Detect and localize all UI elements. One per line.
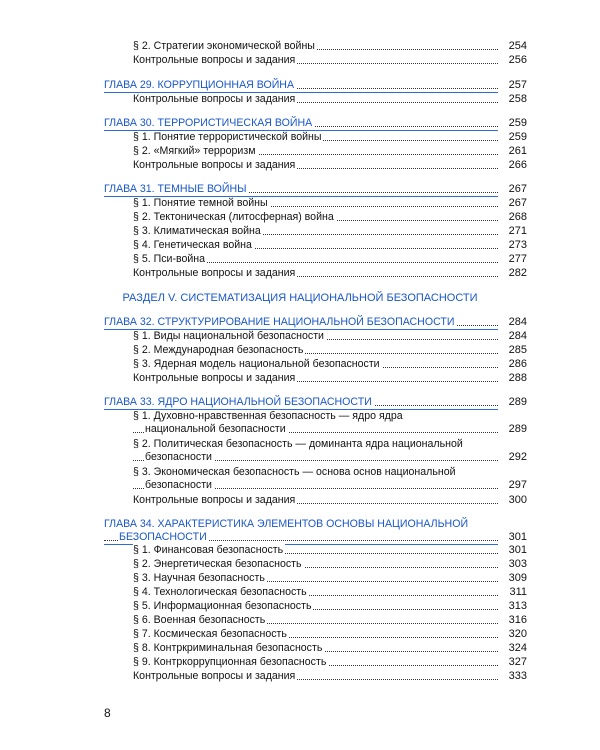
toc-page-number: 316 [508, 614, 527, 626]
toc-entry-title: Контрольные вопросы и задания [133, 54, 296, 66]
toc-page-number: 297 [508, 479, 527, 491]
toc-entry-title: § 1. Финансовая безопасность [133, 544, 284, 556]
toc-page-number: 309 [508, 572, 527, 584]
toc-page-number: 288 [508, 372, 527, 384]
toc-entry-title-line2: национальной безопасности [145, 423, 286, 435]
toc-entry-title-line1: § 2. Политическая безопасность — доминанта ядра национальной [133, 438, 463, 450]
toc-entry-title: § 5. Информационная безопасность [133, 600, 312, 612]
toc-page-number: 261 [508, 145, 527, 157]
toc-page-number: 284 [508, 316, 527, 328]
toc-page-number: 282 [508, 267, 527, 279]
toc-page-number: 327 [508, 656, 527, 668]
toc-entry-title: § 1. Виды национальной безопасности [133, 330, 324, 342]
toc-entry-title: § 1. Понятие террористической войны [133, 131, 322, 143]
toc-page-number: 303 [508, 558, 527, 570]
toc-entry-title: Контрольные вопросы и задания [133, 267, 296, 279]
toc-entry-title: Контрольные вопросы и задания [133, 93, 296, 105]
toc-entry-title-line1: § 1. Духовно-нравственная безопасность — ядро ядра [133, 410, 403, 422]
toc-entry-title: ГЛАВА 31. ТЕМНЫЕ ВОЙНЫ [104, 183, 247, 195]
toc-page-number: 300 [508, 494, 527, 506]
toc-entry-title: ГЛАВА 33. ЯДРО НАЦИОНАЛЬНОЙ БЕЗОПАСНОСТИ [104, 396, 372, 408]
toc-entry-title: § 5. Пси-война [133, 253, 206, 265]
toc-entry-title-line1: § 3. Экономическая безопасность — основа основ национальной [133, 466, 456, 478]
toc-entry-title: § 4. Технологическая безопасность [133, 586, 307, 598]
toc-entry-title: § 4. Генетическая война [133, 239, 252, 251]
toc-page-number: 284 [508, 330, 527, 342]
toc-entry-title: § 3. Научная безопасность [133, 572, 265, 584]
toc-page-number: 301 [508, 531, 527, 543]
toc-page-number: 289 [508, 423, 527, 435]
toc-page-number: 285 [508, 344, 527, 356]
page-number: 8 [104, 706, 111, 720]
toc-page-number: 292 [508, 451, 527, 463]
toc-entry-title-line2: безопасности [145, 479, 212, 491]
toc-page-number: 311 [509, 586, 527, 598]
toc-page-number: 257 [508, 79, 527, 91]
toc-entry-title-line1: ГЛАВА 34. ХАРАКТЕРИСТИКА ЭЛЕМЕНТОВ ОСНОВЫ НАЦИОНАЛЬНОЙ [104, 518, 469, 530]
toc-page-number: 256 [508, 54, 527, 66]
toc-entry-title: ГЛАВА 29. КОРРУПЦИОННАЯ ВОЙНА [104, 79, 295, 91]
toc-entry-title: Контрольные вопросы и задания [133, 494, 296, 506]
toc-page-number: 313 [508, 600, 527, 612]
toc-entry-title: ГЛАВА 32. СТРУКТУРИРОВАНИЕ НАЦИОНАЛЬНОЙ БЕЗОПАСНОСТИ [104, 316, 455, 328]
toc-entry-title: § 2. Стратегии экономической войны [133, 40, 315, 52]
toc-page-number: 259 [508, 117, 527, 129]
toc-page-number: 258 [508, 93, 527, 105]
toc-page-number: 267 [508, 197, 527, 209]
toc-entry-title-line2: БЕЗОПАСНОСТИ [119, 531, 207, 543]
toc-entry-title: § 2. Международная безопасность [133, 344, 304, 356]
toc-entry-title: Контрольные вопросы и задания [133, 372, 296, 384]
toc-entry-title: § 3. Климатическая война [133, 225, 261, 237]
toc-entry-title: § 1. Понятие темной войны [133, 197, 268, 209]
toc-page-number: 267 [508, 183, 527, 195]
toc-entry-title: Контрольные вопросы и задания [133, 159, 296, 171]
toc-page-number: 277 [508, 253, 527, 265]
toc-entry-title: § 7. Космическая безопасность [133, 628, 287, 640]
toc-entry-title: § 6. Военная безопасность [133, 614, 266, 626]
toc-page-number: 324 [508, 642, 527, 654]
toc-page-number: 271 [508, 225, 527, 237]
toc-entry-title: § 9. Контркоррупционная безопасность [133, 656, 327, 668]
toc-page-number: 266 [508, 159, 527, 171]
toc-entry-title: § 2. Тектоническая (литосферная) война [133, 211, 334, 223]
toc-entry-title: § 8. Контркриминальная безопасность [133, 642, 323, 654]
toc-entry-title-line2: безопасности [145, 451, 212, 463]
toc-page-number: 254 [508, 40, 527, 52]
toc-entry-title: Контрольные вопросы и задания [133, 670, 296, 682]
toc-page-number: 289 [508, 396, 527, 408]
toc-entry-title: § 2. «Мягкий» терроризм [133, 145, 256, 157]
toc-entry-title: § 2. Энергетическая безопасность [133, 558, 302, 570]
toc-page-number: 273 [508, 239, 527, 251]
toc-page-number: 301 [508, 544, 527, 556]
toc-page-number: 286 [508, 358, 527, 370]
section-title: РАЗДЕЛ V. СИСТЕМАТИЗАЦИЯ НАЦИОНАЛЬНОЙ БЕЗОПАСНОСТИ [122, 292, 478, 304]
toc-page-number: 268 [508, 211, 527, 223]
toc-page-number: 259 [508, 131, 527, 143]
toc-page-number: 333 [508, 670, 527, 682]
toc-entry-title: ГЛАВА 30. ТЕРРОРИСТИЧЕСКАЯ ВОЙНА [104, 117, 313, 129]
toc-page-number: 320 [508, 628, 527, 640]
toc-entry-title: § 3. Ядерная модель национальной безопасности [133, 358, 380, 370]
